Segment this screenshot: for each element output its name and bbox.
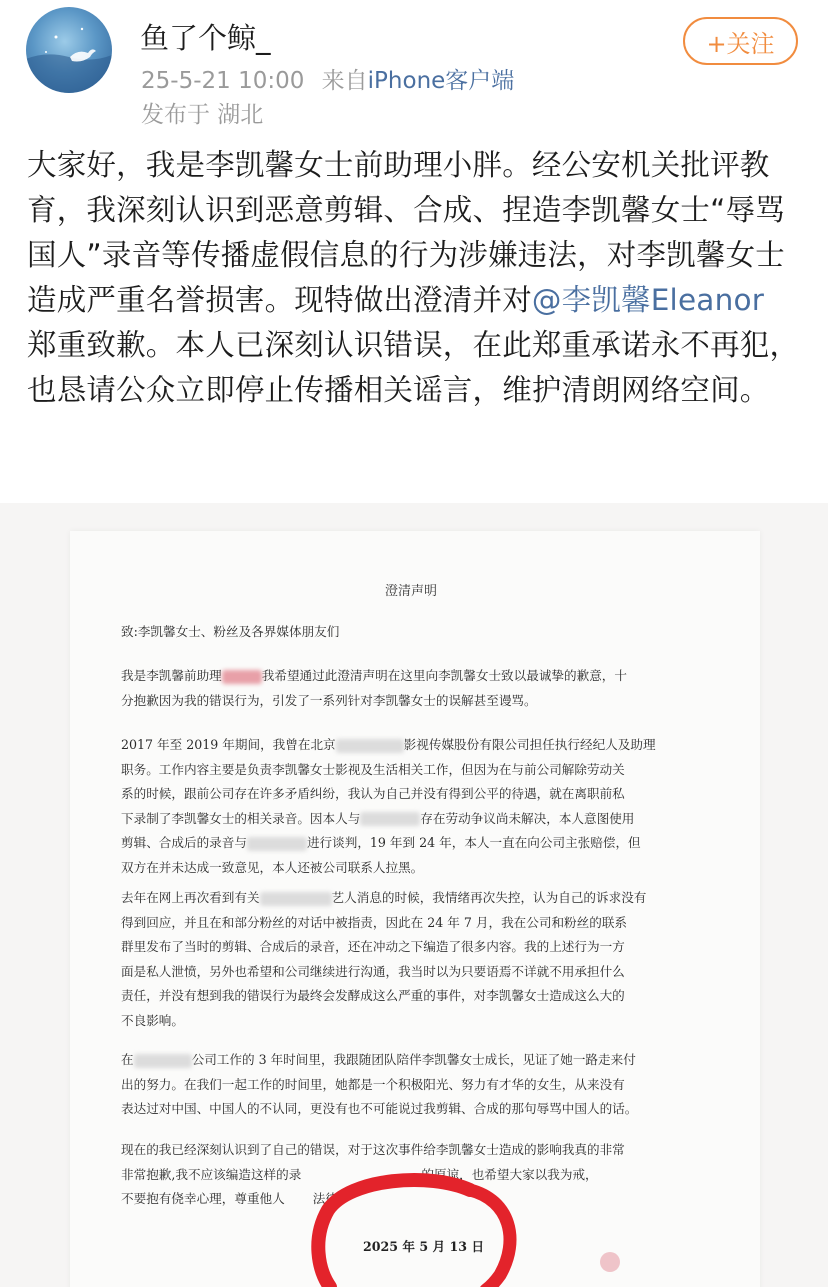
- document-title: 澄清声明: [385, 584, 438, 599]
- doc-text: 去年在网上再次看到有关: [121, 890, 260, 905]
- doc-text: 2017 年至 2019 年期间，我曾在北京: [121, 737, 336, 752]
- doc-text: 法律。: [312, 1191, 351, 1206]
- doc-text: 剪辑、合成后的录音与: [121, 835, 247, 850]
- doc-line: 得到回应，并且在和部分粉丝的对话中被指责，因此在 24 年 7 月，我在公司和粉丝的联系: [121, 914, 628, 930]
- doc-text: 艺人消息的时候，我情绪再次失控，认为自己的诉求没有: [331, 890, 647, 905]
- doc-line: 现在的我已经深刻认识到了自己的错误，对于这次事件给李凯馨女士造成的影响我真的非常: [121, 1142, 625, 1157]
- doc-line: 双方在并未达成一致意见，本人还被公司联系人拉黑。: [121, 859, 424, 875]
- doc-line: 分抱歉因为我的错误行为，引发了一系列针对李凯馨女士的误解甚至谩骂。: [121, 692, 537, 708]
- doc-line: 职务。工作内容主要是负责李凯馨女士影视及生活相关工作，但因为在与前公司解除劳动关: [121, 761, 625, 777]
- doc-text: 不要抱有侥幸心理，尊重他人: [121, 1191, 285, 1206]
- doc-text: 我希望通过此澄清声明在这里向李凯馨女士致以最诚挚的歉意，十: [261, 668, 627, 683]
- doc-text: 影视传媒股份有限公司担任执行经纪人及助理: [403, 737, 656, 752]
- username[interactable]: 鱼了个鲸_: [140, 21, 271, 55]
- doc-text: 在: [121, 1052, 134, 1067]
- doc-text: 的原谅，也希望大家以我为戒，: [421, 1166, 598, 1182]
- post-text-part-2: 郑重致歉。本人已深刻认识错误，在此郑重承诺永不再犯，也恳请公众立即停止传播相关谣言，维护清朗网络空间。: [27, 328, 800, 407]
- mention-link[interactable]: @李凯馨Eleanor: [531, 283, 765, 317]
- doc-line: 系的时候，跟前公司存在许多矛盾纠纷，我认为自己并没有得到公平的待遇，就在离职前私: [121, 786, 625, 801]
- post-timestamp: 25-5-21 10:00: [141, 68, 305, 94]
- document-date: 2025 年 5 月 13 日: [363, 1239, 485, 1254]
- follow-button[interactable]: +关注: [683, 17, 798, 65]
- doc-text: 公司工作的 3 年时间里，我跟随团队陪伴李凯馨女士成长，见证了她一路走来付: [191, 1052, 636, 1067]
- doc-text: 下录制了李凯馨女士的相关录音。因本人与: [121, 810, 361, 826]
- doc-line: 群里发布了当时的剪辑、合成后的录音，还在冲动之下编造了很多内容。我的上述行为一方: [121, 939, 625, 954]
- doc-line: 面是私人泄愤，另外也希望和公司继续进行沟通，我当时以为只要语焉不详就不用承担什么: [121, 963, 625, 979]
- doc-line: 不良影响。: [121, 1012, 184, 1028]
- source-client-link[interactable]: iPhone客户端: [367, 68, 515, 94]
- doc-text: 我是李凯馨前助理: [121, 668, 222, 683]
- post-location: 发布于 湖北: [141, 102, 264, 128]
- doc-text: 存在劳动争议尚未解决，本人意图使用: [420, 810, 635, 826]
- doc-text: 非常抱歉,我不应该编造这样的录: [121, 1166, 302, 1182]
- source-prefix: 来自: [321, 68, 368, 94]
- doc-line: 表达过对中国、中国人的不认同，更没有也不可能说过我剪辑、合成的那句辱骂中国人的话。: [121, 1101, 638, 1116]
- doc-line: 出的努力。在我们一起工作的时间里，她都是一个积极阳光、努力有才华的女生，从来没有: [121, 1076, 625, 1092]
- post-text-part-1: 大家好，我是李凯馨女士前助理小胖。经公安机关批评教育，我深刻认识到恶意剪辑、合成、捏造李凯馨女士“辱骂国人”录音等传播虚假信息的行为涉嫌违法，对李凯馨女士造成严重名誉损害。现特做出澄清并对: [27, 148, 785, 317]
- red-stamp-fragment: [600, 1252, 620, 1272]
- doc-text: 进行谈判，19 年到 24 年，本人一直在向公司主张赔偿，但: [306, 835, 641, 850]
- doc-line: 致:李凯馨女士、粉丝及各界媒体朋友们: [121, 624, 340, 639]
- doc-line: 责任，并没有想到我的错误行为最终会发酵成这么严重的事件，对李凯馨女士造成这么大的: [121, 988, 625, 1003]
